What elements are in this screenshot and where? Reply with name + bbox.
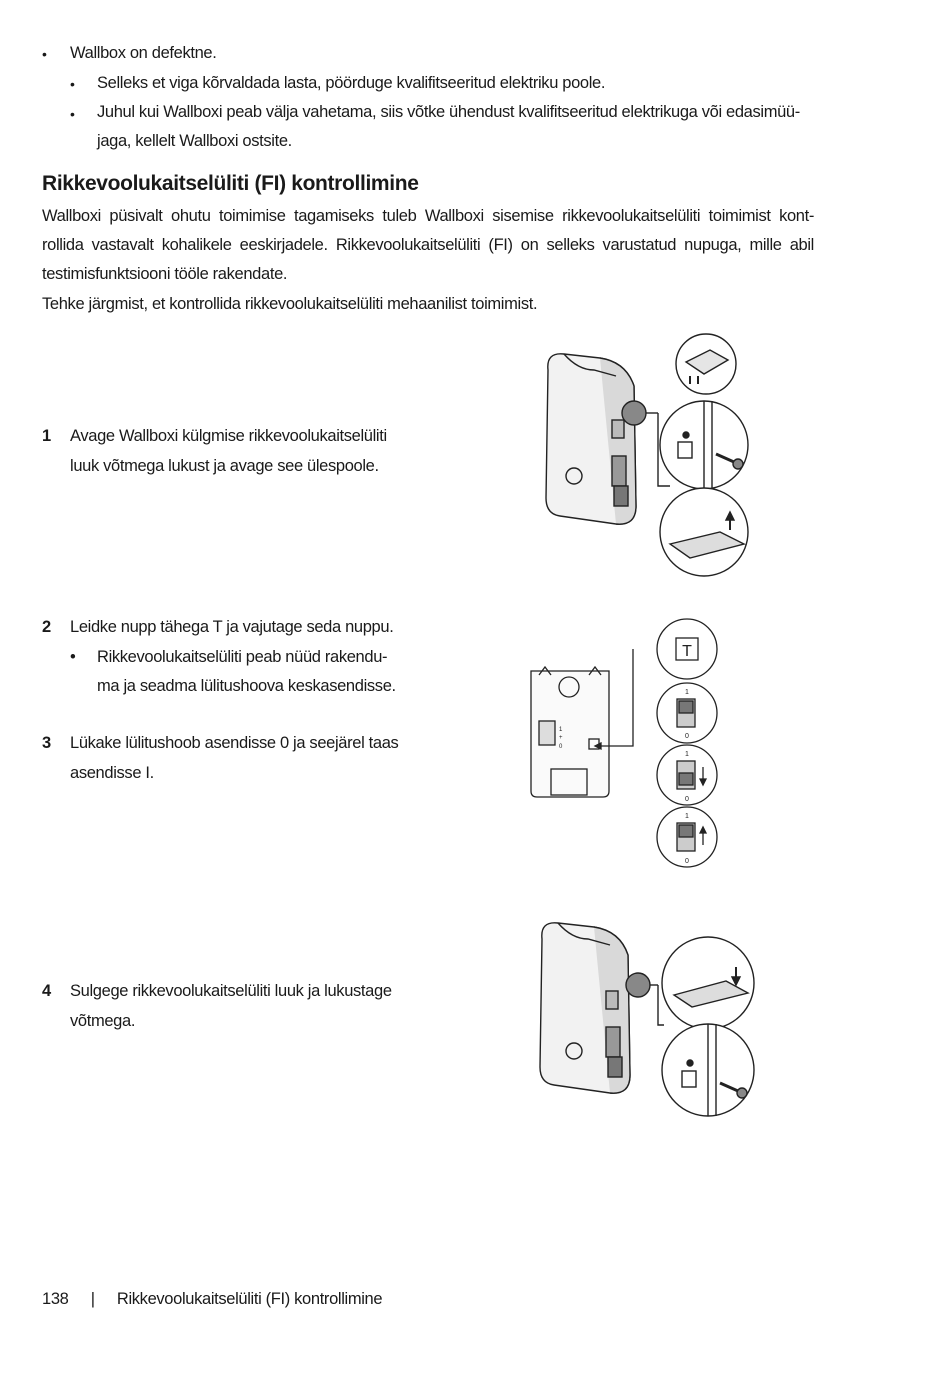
step-text-line: asendisse I. xyxy=(70,763,154,782)
key-box-circle xyxy=(676,334,736,394)
bullet-wallbox-defect: Wallbox on defektne. xyxy=(70,44,217,62)
bullet-dot: • xyxy=(42,46,47,62)
figure-close-fi-cover xyxy=(530,915,760,1120)
step-number: 4 xyxy=(42,982,51,1000)
footer-title: Rikkevoolukaitselüliti (FI) kontrollimine xyxy=(116,1290,383,1308)
step-number: 3 xyxy=(42,734,51,752)
t-button-circle xyxy=(657,619,717,679)
page-number: 138 xyxy=(42,1290,69,1308)
step-text-line: luuk võtmega lukust ja avage see ülespoole. xyxy=(70,456,379,475)
footer-separator: | xyxy=(90,1290,95,1308)
step-text-line: Lükake lülitushoob asendisse 0 ja seejärel taas xyxy=(70,734,399,752)
lever-label-off: 0 xyxy=(685,796,689,803)
key-detail-circle xyxy=(622,401,748,489)
breaker-label-mid: + xyxy=(559,735,563,741)
bullet-dot: • xyxy=(70,648,76,666)
bullet-dot: • xyxy=(70,106,75,122)
step-text-line: võtmega. xyxy=(70,1011,136,1030)
lever-down-circle xyxy=(657,745,717,805)
page-footer xyxy=(42,1290,382,1309)
bullet-dot: • xyxy=(70,76,75,92)
close-cover-detail-circle xyxy=(658,937,754,1029)
open-cover-detail-circle xyxy=(660,488,748,576)
lever-label-on: 1 xyxy=(685,689,689,696)
sub-text-line: ma ja seadma lülitushoova keskasendisse. xyxy=(97,677,396,695)
intro-line-3: testimisfunktsiooni tööle rakendate. xyxy=(42,265,288,283)
figure-test-button xyxy=(525,615,725,870)
lever-label-off: 0 xyxy=(685,858,689,865)
bullet-replace-line2: jaga, kellelt Wallboxi ostsite. xyxy=(97,132,292,150)
breaker-label-on: 1 xyxy=(559,727,563,733)
step-text-line: Leidke nupp tähega T ja vajutage seda nuppu. xyxy=(70,618,394,636)
t-button-label: T xyxy=(682,643,692,660)
step-number: 1 xyxy=(42,427,51,445)
step-number: 2 xyxy=(42,618,51,636)
lever-on-circle xyxy=(657,683,717,743)
lever-label-on: 1 xyxy=(685,813,689,820)
lock-key-detail-circle xyxy=(662,1024,754,1116)
wallbox-illustration xyxy=(540,923,658,1093)
lever-label-off: 0 xyxy=(685,733,689,740)
intro-line-4: Tehke järgmist, et kontrollida rikkevoolukaitselüliti mehaanilist toimimist. xyxy=(42,295,538,313)
intro-line-2: rollida vastavalt kohalikele eeskirjadele. Rikkevoolukaitselüliti (FI) on selleks varustatud nupuga, mille abil xyxy=(42,236,814,254)
bullet-contact-electrician: Selleks et viga kõrvaldada lasta, pöörduge kvalifitseeritud elektriku poole. xyxy=(97,74,606,92)
step-text-line: Sulgege rikkevoolukaitselüliti luuk ja lukustage xyxy=(70,982,392,1000)
step-text-line: Avage Wallboxi külgmise rikkevoolukaitselüliti xyxy=(70,427,387,445)
lever-label-on: 1 xyxy=(685,751,689,758)
wallbox-illustration xyxy=(546,354,636,524)
sub-text-line: Rikkevoolukaitselüliti peab nüüd rakendu- xyxy=(97,648,388,666)
breaker-label-off: 0 xyxy=(559,744,563,750)
bullet-replace-line1: Juhul kui Wallboxi peab välja vahetama, siis võtke ühendust kvalifitseeritud elektrikuga või edasimüü- xyxy=(97,103,800,121)
intro-line-1: Wallboxi püsivalt ohutu toimimise tagamiseks tuleb Wallboxi sisemise rikkevoolukaitselüliti toimimist kont- xyxy=(42,207,814,225)
fi-breaker-illustration xyxy=(531,649,633,797)
figure-open-fi-cover xyxy=(530,330,760,580)
lever-up-circle xyxy=(657,807,717,867)
section-heading: Rikkevoolukaitselüliti (FI) kontrollimine xyxy=(42,172,419,195)
